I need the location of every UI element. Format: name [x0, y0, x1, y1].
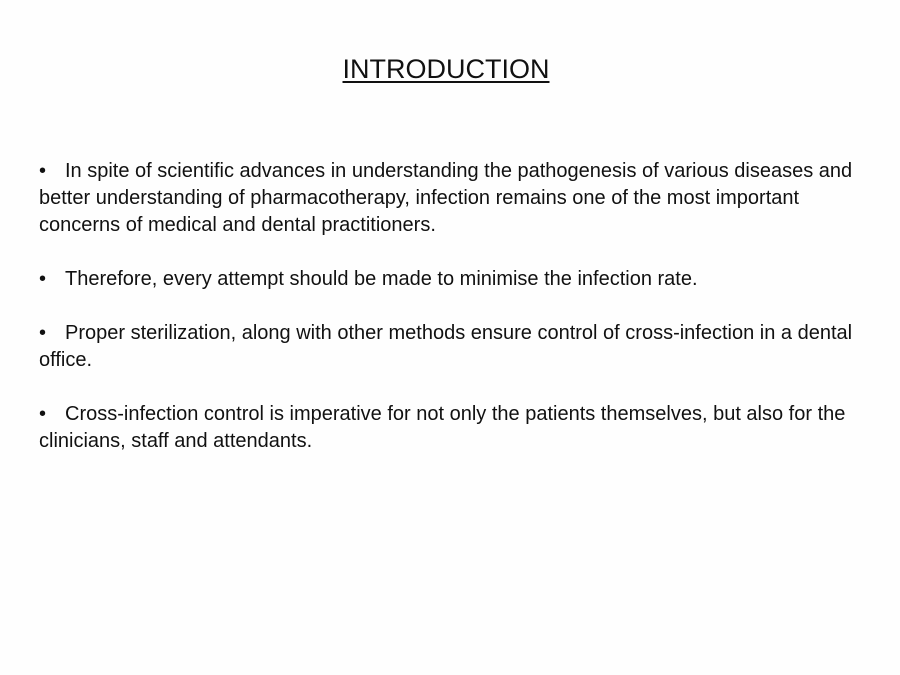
bullet-list	[39, 158, 869, 482]
bullet-item	[39, 266, 869, 293]
bullet-marker: •	[39, 160, 47, 182]
bullet-text: In spite of scientific advances in understanding the pathogenesis of various diseases and better understanding of pharmacotherapy, infection remains one of the most important concerns of medical and dental practitioners.	[39, 160, 853, 236]
bullet-text: Therefore, every attempt should be made to minimise the infection rate.	[65, 268, 698, 290]
slide-title: INTRODUCTION	[342, 54, 550, 84]
bullet-marker: •	[39, 322, 47, 344]
bullet-item	[39, 320, 869, 374]
bullet-item	[39, 401, 869, 455]
bullet-marker: •	[39, 403, 47, 425]
bullet-item	[39, 158, 869, 239]
bullet-marker: •	[39, 268, 47, 290]
bullet-text: Proper sterilization, along with other methods ensure control of cross-infection in a dental office.	[39, 322, 853, 371]
bullet-text: Cross-infection control is imperative for not only the patients themselves, but also for the clinicians, staff and attendants.	[39, 403, 846, 452]
